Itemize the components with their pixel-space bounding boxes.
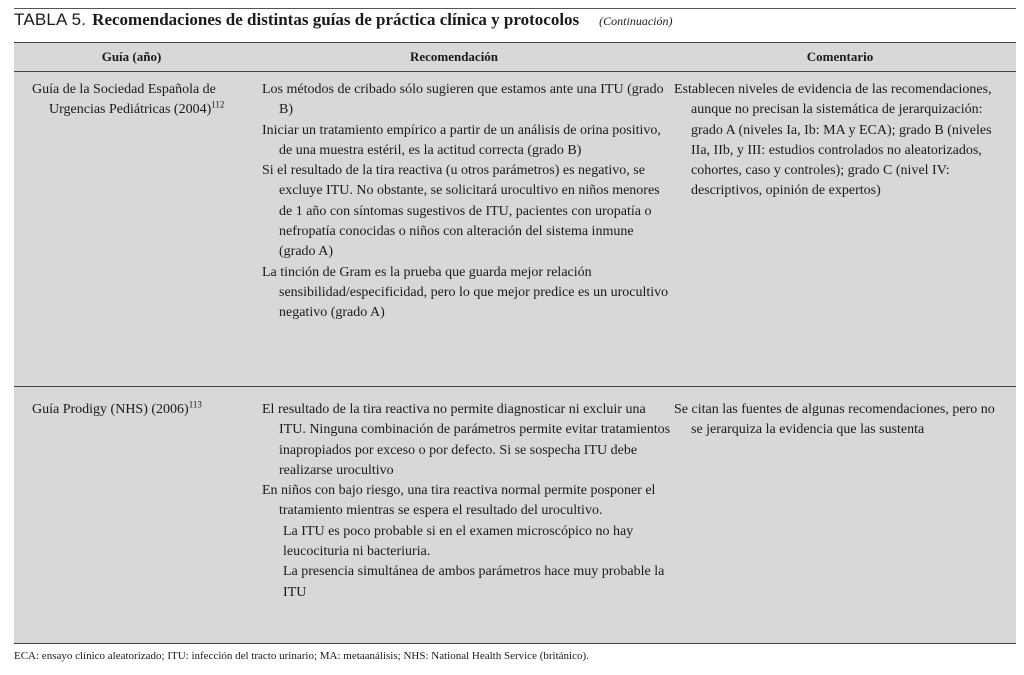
guide-name: Guía de la Sociedad Española de Urgencias Pediátricas (2004) bbox=[32, 82, 216, 118]
row-2-recommendations bbox=[262, 400, 672, 603]
row-separator bbox=[14, 386, 1016, 387]
caption-title: Recomendaciones de distintas guías de práctica clínica y protocolos bbox=[92, 10, 580, 29]
header-recommendation: Recomendación bbox=[409, 49, 499, 64]
comment-text: Establecen niveles de evidencia de las recomendaciones, aunque no precisan la sistemática de jerarquización: grado A (niveles Ia, Ib: MA y ECA); grado B (niveles IIa, IIb, y III: estudios controlados no aleatorizados, cohortes, caso y controles); grado C (nivel IV: descriptivos, opinión de expertos) bbox=[674, 82, 992, 199]
header-comment: Comentario bbox=[806, 49, 874, 64]
row-1-guide bbox=[32, 80, 237, 121]
top-rule bbox=[14, 8, 1016, 9]
caption-continuation: (Continuación) bbox=[599, 14, 673, 28]
recommendation-item: Iniciar un tratamiento empírico a partir de un análisis de orina positivo, de una muestra estéril, es la actitud correcta (grado B) bbox=[262, 122, 661, 158]
recommendation-item: El resultado de la tira reactiva no permite diagnosticar ni excluir una ITU. Ninguna combinación de parámetros permite evitar tratamientos inapropiados por exceso o por defecto. Si se sospecha ITU debe realizarse urocultivo bbox=[262, 402, 671, 478]
table-footnote: ECA: ensayo clínico aleatorizado; ITU: infección del tracto urinario; MA: metaanálisis; NHS: National Health Service (británico). bbox=[14, 650, 589, 662]
recommendation-item: La tinción de Gram es la prueba que guarda mejor relación sensibilidad/especificidad, pero lo que mejor predice es un urocultivo negativo (grado A) bbox=[262, 264, 669, 321]
row-2-guide bbox=[32, 400, 237, 420]
recommendation-item: Si el resultado de la tira reactiva (u otros parámetros) es negativo, se excluye ITU. No obstante, se solicitará urocultivo en niños menores de 1 año con síntomas sugestivos de ITU, pacientes con uropatía o nefropatía conocidas o niños con alteración del sistema inmune (grado A) bbox=[262, 163, 660, 260]
table-caption bbox=[14, 10, 673, 30]
guide-reference: 113 bbox=[188, 399, 202, 410]
recommendation-item: Los métodos de cribado sólo sugieren que estamos ante una ITU (grado B) bbox=[262, 82, 664, 118]
guide-reference: 112 bbox=[211, 99, 225, 110]
comment-text: Se citan las fuentes de algunas recomendaciones, pero no se jerarquiza la evidencia que las sustenta bbox=[674, 402, 995, 438]
recommendation-note: La presencia simultánea de ambos parámetros hace muy probable la ITU bbox=[283, 564, 665, 600]
row-1-comment bbox=[674, 80, 1004, 202]
recommendation-item: En niños con bajo riesgo, una tira reactiva normal permite posponer el tratamiento mientras se espera el resultado del urocultivo. bbox=[262, 483, 656, 519]
recommendation-note: La ITU es poco probable si en el examen microscópico no hay leucocituria ni bacteriuria. bbox=[283, 523, 634, 560]
guide-name: Guía Prodigy (NHS) (2006) bbox=[32, 402, 189, 417]
row-2-comment bbox=[674, 400, 1004, 441]
header-guide: Guía (año) bbox=[101, 49, 162, 64]
recommendations-table bbox=[14, 42, 1016, 644]
caption-label: TABLA 5. bbox=[14, 10, 87, 29]
table-header-row bbox=[14, 43, 1016, 72]
row-1-recommendations bbox=[262, 80, 672, 324]
